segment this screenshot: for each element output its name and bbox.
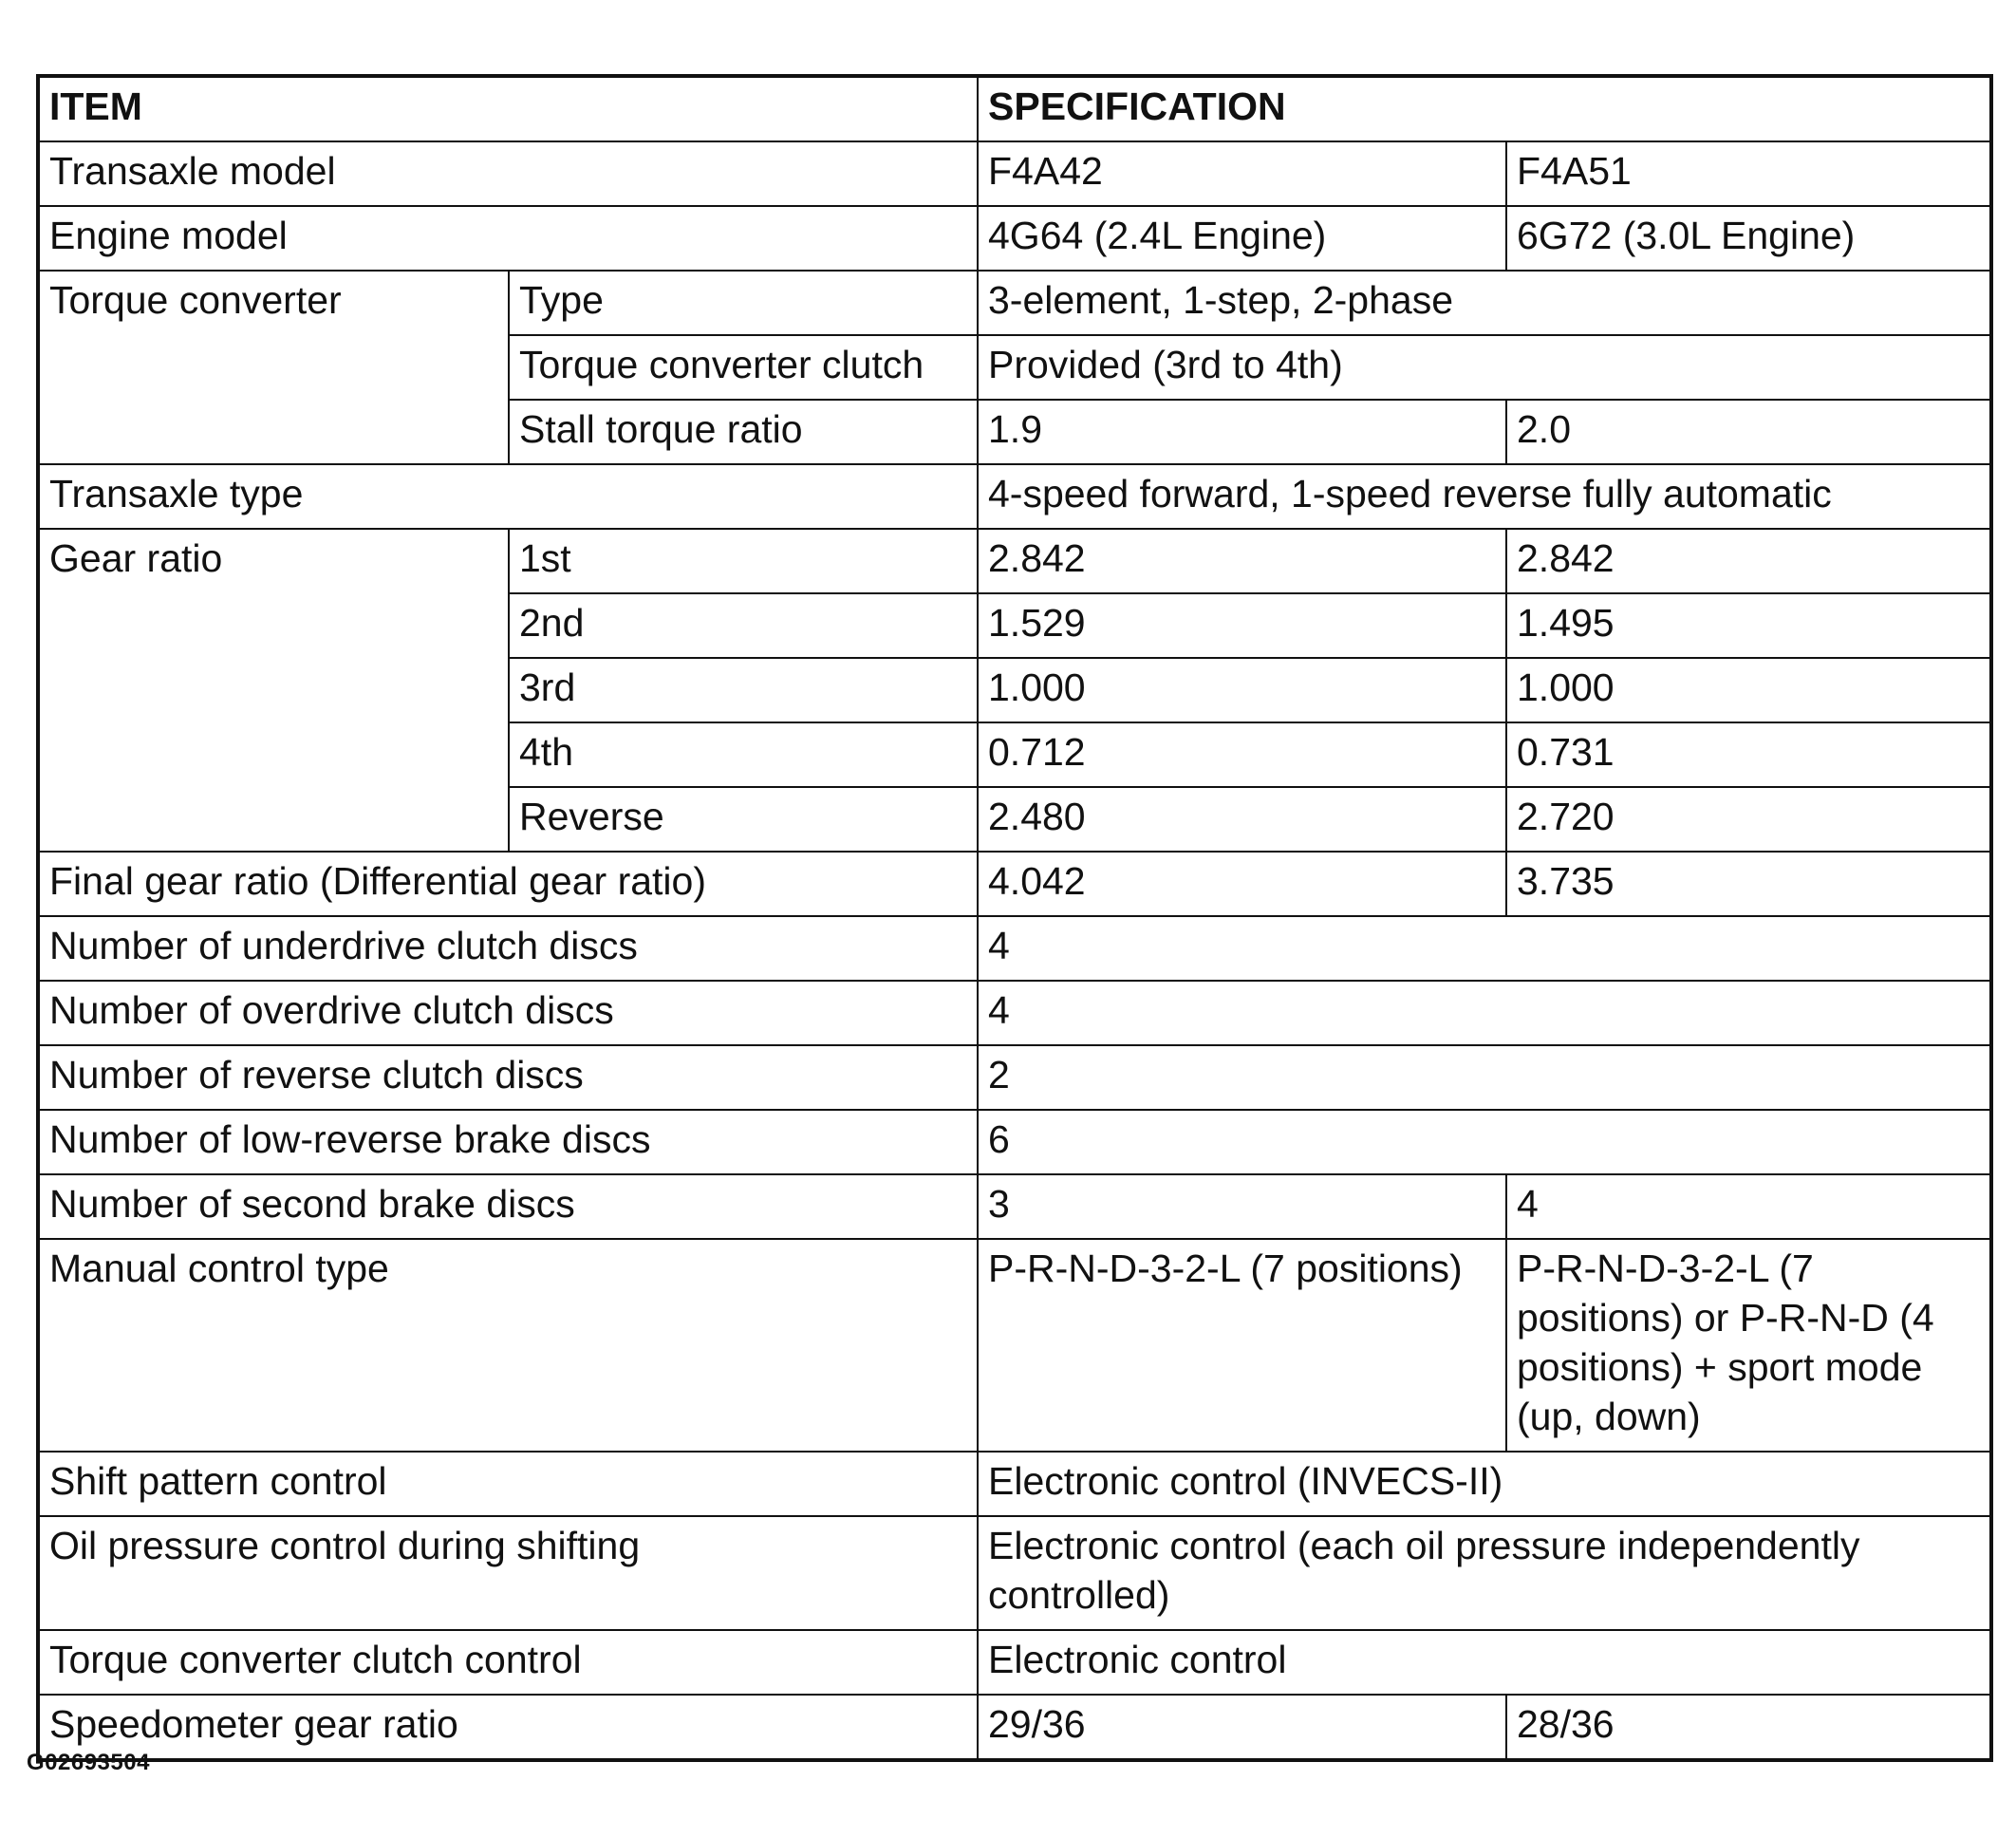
value-f4a51: F4A51: [1506, 141, 1991, 206]
value-shared: 3-element, 1-step, 2-phase: [978, 271, 1991, 335]
value-f4a42: 3: [978, 1174, 1506, 1239]
header-row: [38, 76, 1991, 141]
row-label: Torque converter clutch control: [38, 1630, 978, 1695]
group-label: Gear ratio: [38, 529, 509, 852]
value-f4a42: 1.9: [978, 400, 1506, 464]
row-label: Number of underdrive clutch discs: [38, 916, 978, 981]
table-row: [38, 852, 1991, 916]
value-f4a51: P-R-N-D-3-2-L (7 positions) or P-R-N-D (4 positions) + sport mode (up, down): [1506, 1239, 1991, 1452]
row-label: Manual control type: [38, 1239, 978, 1452]
row-label: Transaxle type: [38, 464, 978, 529]
sub-label: Type: [509, 271, 978, 335]
table-row: [38, 206, 1991, 271]
table-row: [38, 1239, 1991, 1452]
value-f4a51: 2.842: [1506, 529, 1991, 593]
sub-label: 3rd: [509, 658, 978, 722]
value-shared: Provided (3rd to 4th): [978, 335, 1991, 400]
table-row: [38, 529, 1991, 593]
table-row: [38, 1452, 1991, 1516]
value-f4a42: F4A42: [978, 141, 1506, 206]
table-row: [38, 916, 1991, 981]
value-f4a42: 4.042: [978, 852, 1506, 916]
value-shared: Electronic control (each oil pressure independently controlled): [978, 1516, 1991, 1630]
sub-label: Torque converter clutch: [509, 335, 978, 400]
value-shared: 6: [978, 1110, 1991, 1174]
value-f4a51: 28/36: [1506, 1695, 1991, 1760]
row-label: Shift pattern control: [38, 1452, 978, 1516]
value-shared: 2: [978, 1045, 1991, 1110]
value-shared: 4-speed forward, 1-speed reverse fully automatic: [978, 464, 1991, 529]
value-f4a51: 6G72 (3.0L Engine): [1506, 206, 1991, 271]
table-row: [38, 981, 1991, 1045]
row-label: Engine model: [38, 206, 978, 271]
value-f4a51: 3.735: [1506, 852, 1991, 916]
group-label: Torque converter: [38, 271, 509, 464]
table-row: [38, 271, 1991, 335]
row-label: Oil pressure control during shifting: [38, 1516, 978, 1630]
sub-label: 4th: [509, 722, 978, 787]
value-f4a51: 0.731: [1506, 722, 1991, 787]
table-row: [38, 141, 1991, 206]
value-f4a42: P-R-N-D-3-2-L (7 positions): [978, 1239, 1506, 1452]
table-row: [38, 1695, 1991, 1760]
value-f4a42: 2.842: [978, 529, 1506, 593]
value-f4a42: 0.712: [978, 722, 1506, 787]
value-shared: 4: [978, 916, 1991, 981]
sub-label: 1st: [509, 529, 978, 593]
value-f4a51: 2.0: [1506, 400, 1991, 464]
header-specification: SPECIFICATION: [978, 76, 1991, 141]
sub-label: Stall torque ratio: [509, 400, 978, 464]
value-f4a51: 1.000: [1506, 658, 1991, 722]
row-label: Transaxle model: [38, 141, 978, 206]
table-row: [38, 1174, 1991, 1239]
value-shared: Electronic control (INVECS-II): [978, 1452, 1991, 1516]
table-row: [38, 464, 1991, 529]
row-label: Speedometer gear ratio: [38, 1695, 978, 1760]
value-f4a42: 1.000: [978, 658, 1506, 722]
table-row: [38, 1630, 1991, 1695]
row-label: Number of second brake discs: [38, 1174, 978, 1239]
value-f4a42: 4G64 (2.4L Engine): [978, 206, 1506, 271]
value-f4a42: 29/36: [978, 1695, 1506, 1760]
value-f4a51: 2.720: [1506, 787, 1991, 852]
table-row: [38, 1110, 1991, 1174]
table-row: [38, 1045, 1991, 1110]
value-shared: 4: [978, 981, 1991, 1045]
row-label: Number of overdrive clutch discs: [38, 981, 978, 1045]
table-row: [38, 1516, 1991, 1630]
value-f4a51: 4: [1506, 1174, 1991, 1239]
row-label: Final gear ratio (Differential gear ratio): [38, 852, 978, 916]
sub-label: Reverse: [509, 787, 978, 852]
value-shared: Electronic control: [978, 1630, 1991, 1695]
value-f4a51: 1.495: [1506, 593, 1991, 658]
value-f4a42: 1.529: [978, 593, 1506, 658]
row-label: Number of reverse clutch discs: [38, 1045, 978, 1110]
header-item: ITEM: [38, 76, 978, 141]
specification-table: [36, 74, 1993, 1762]
row-label: Number of low-reverse brake discs: [38, 1110, 978, 1174]
figure-code: G02693504: [27, 1750, 150, 1775]
sub-label: 2nd: [509, 593, 978, 658]
value-f4a42: 2.480: [978, 787, 1506, 852]
